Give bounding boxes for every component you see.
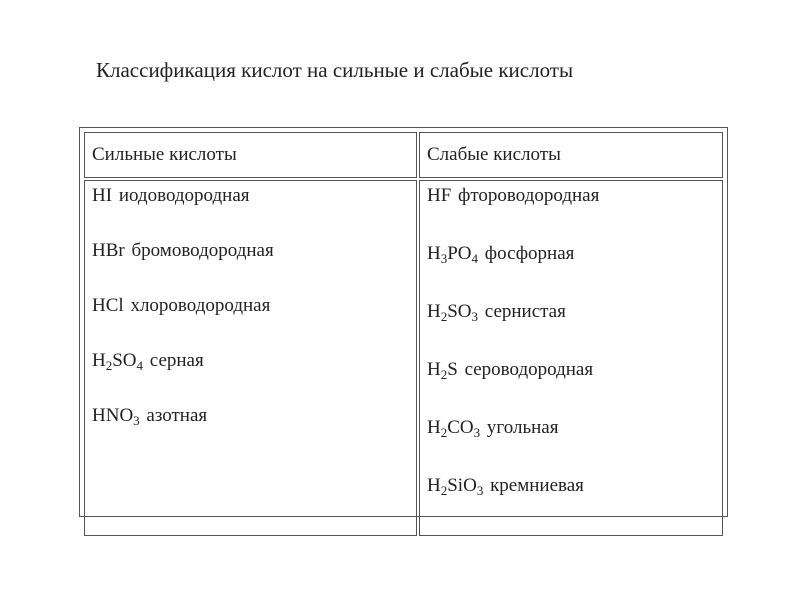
formula-subscript: 4: [471, 251, 479, 266]
acid-formula: [427, 475, 483, 496]
acid-name: фтороводородная: [458, 185, 600, 206]
acid-name: угольная: [486, 417, 559, 438]
formula-text: S: [447, 359, 458, 380]
formula-text: HI: [92, 185, 113, 206]
formula-subscript: 2: [440, 367, 448, 382]
formula-text: SO: [112, 350, 137, 371]
formula-text: HNO: [92, 405, 134, 426]
acid-name: сероводородная: [464, 359, 594, 380]
table-header-row: [84, 132, 723, 178]
acid-name: фосфорная: [484, 243, 575, 264]
acid-name: иодоводородная: [118, 185, 250, 206]
acid-formula: [427, 243, 478, 264]
acid-formula: [92, 185, 112, 206]
acid-item: [92, 242, 416, 260]
formula-subscript: 2: [105, 358, 113, 373]
acid-item: [427, 359, 722, 382]
formula-text: H: [92, 350, 106, 371]
formula-text: H: [427, 417, 441, 438]
weak-acids-cell: [419, 180, 723, 536]
formula-subscript: 2: [440, 425, 448, 440]
acid-formula: [427, 359, 458, 380]
table-body-row: [84, 180, 723, 536]
acid-formula: [92, 240, 125, 261]
formula-text: H: [427, 359, 441, 380]
page-title: Классификация кислот на сильные и слабые кислоты: [96, 58, 574, 82]
acid-item: [92, 297, 416, 315]
acid-formula: [92, 295, 124, 316]
formula-text: H: [427, 475, 441, 496]
acid-name: кремниевая: [490, 475, 584, 496]
formula-subscript: 3: [133, 413, 140, 428]
formula-text: CO: [447, 417, 474, 438]
formula-subscript: 2: [440, 309, 448, 324]
formula-subscript: 3: [471, 309, 479, 324]
acid-name: хлороводородная: [130, 295, 271, 316]
acid-classification-table: [79, 127, 728, 517]
acid-formula: [427, 185, 451, 206]
formula-text: H: [427, 243, 441, 264]
strong-acids-list: [92, 181, 416, 428]
acid-formula: [92, 405, 140, 426]
formula-text: PO: [447, 243, 472, 264]
formula-subscript: 3: [476, 483, 484, 498]
acid-item: [427, 187, 722, 205]
acid-item: [92, 405, 416, 428]
formula-text: H: [427, 301, 441, 322]
formula-subscript: 3: [473, 425, 481, 440]
weak-acids-list: [427, 181, 722, 498]
acid-formula: [427, 417, 480, 438]
acid-name: бромоводородная: [131, 240, 274, 261]
formula-text: SiO: [447, 475, 477, 496]
acid-item: [427, 243, 722, 266]
acid-table-grid: [82, 130, 725, 538]
acid-formula: [92, 350, 143, 371]
formula-subscript: 4: [136, 358, 144, 373]
acid-name: серная: [149, 350, 204, 371]
formula-text: HCl: [92, 295, 124, 316]
acid-name: сернистая: [484, 301, 566, 322]
acid-name: азотная: [146, 405, 208, 426]
acid-item: [427, 301, 722, 324]
acid-item: [92, 187, 416, 205]
formula-subscript: 3: [440, 251, 448, 266]
formula-text: HF: [427, 185, 452, 206]
acid-item: [427, 417, 722, 440]
formula-text: HBr: [92, 240, 125, 261]
header-weak-acids: Слабые кислоты: [419, 132, 723, 178]
header-strong-acids: Сильные кислоты: [84, 132, 417, 178]
acid-item: [427, 475, 722, 498]
formula-text: SO: [447, 301, 472, 322]
acid-item: [92, 350, 416, 373]
acid-formula: [427, 301, 478, 322]
formula-subscript: 2: [440, 483, 448, 498]
strong-acids-cell: [84, 180, 417, 536]
